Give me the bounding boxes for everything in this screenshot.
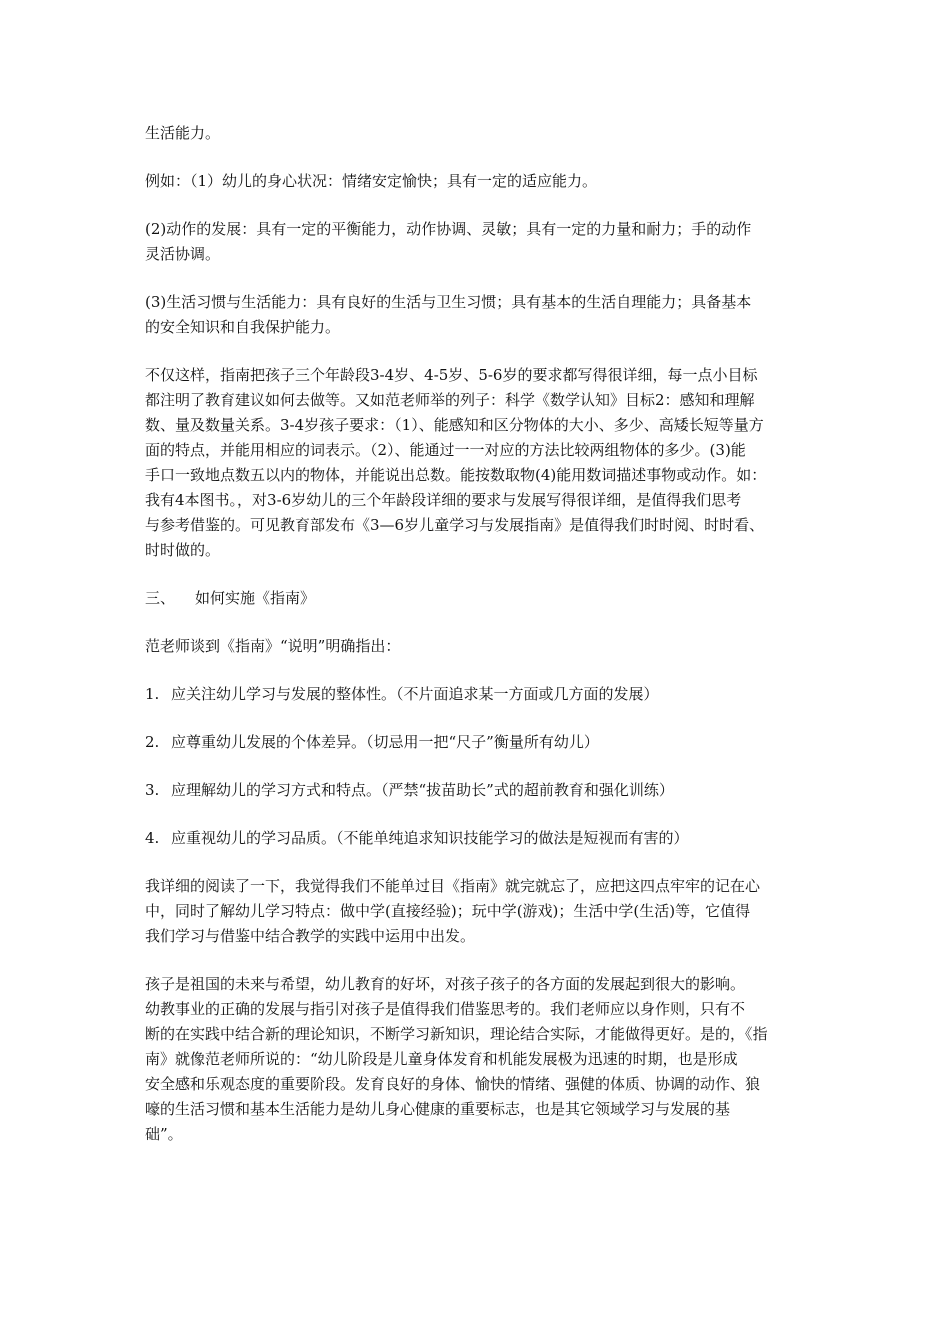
text-line: 幼教事业的正确的发展与指引对孩子是值得我们借鉴思考的。我们老师应以身作则，只有不 <box>145 1000 746 1018</box>
text-line: 安全感和乐观态度的重要阶段。发育良好的身体、愉快的情绪、强健的体质、协调的动作、狼 <box>145 1075 761 1093</box>
text-line: 范老师谈到《指南》“说明”明确指出： <box>145 637 401 655</box>
text-line: 孩子是祖国的未来与希望，幼儿教育的好坏，对孩子孩子的各方面的发展起到很大的影响。 <box>145 975 746 993</box>
list-item-number: 3. <box>145 781 160 799</box>
numbered-list <box>145 682 810 851</box>
section-number: 三、 <box>145 589 176 607</box>
list-item-text: 应理解幼儿的学习方式和特点。（严禁“拔苗助长”式的超前教育和强化训练） <box>171 781 674 799</box>
text-line: 我详细的阅读了一下，我觉得我们不能单过目《指南》就完就忘了，应把这四点牢牢的记在心 <box>145 877 761 895</box>
text-line: 断的在实践中结合新的理论知识，不断学习新知识，理论结合实际，才能做得更好。是的，《指 <box>145 1025 768 1043</box>
text-line: 手口一致地点数五以内的物体，并能说出总数。能按数取物(4)能用数词描述事物或动作。如： <box>145 466 767 484</box>
text-line: 例如：（1）幼儿的身心状况：情绪安定愉快；具有一定的适应能力。 <box>145 172 598 190</box>
text-line: 时时做的。 <box>145 541 221 559</box>
list-item-text: 应重视幼儿的学习品质。（不能单纯追求知识技能学习的做法是短视而有害的） <box>171 829 689 847</box>
text-line: 中，同时了解幼儿学习特点：做中学(直接经验)；玩中学(游戏)；生活中学(生活)等，它值得 <box>145 902 751 920</box>
paragraph <box>145 972 810 1147</box>
bottom-paragraphs <box>145 874 810 1147</box>
text-line: (3)生活习惯与生活能力：具有良好的生活与卫生习惯；具有基本的生活自理能力；具备基本 <box>145 293 752 311</box>
text-line: 灵活协调。 <box>145 245 221 263</box>
list-item <box>145 826 810 851</box>
paragraph <box>145 290 810 340</box>
text-line: 我们学习与借鉴中结合教学的实践中运用中出发。 <box>145 927 476 945</box>
section-heading <box>145 586 810 611</box>
section-title: 如何实施《指南》 <box>195 589 316 607</box>
text-line: 南》就像范老师所说的：“幼儿阶段是儿童身体发育和机能发展极为迅速的时期，也是形成 <box>145 1050 738 1068</box>
document-page <box>145 121 810 1170</box>
intro-paragraph <box>145 634 810 659</box>
list-item <box>145 730 810 755</box>
paragraph <box>145 169 810 194</box>
paragraph <box>145 217 810 267</box>
paragraph <box>145 363 810 563</box>
list-item <box>145 682 810 707</box>
list-item-number: 2. <box>145 733 160 751</box>
text-line: 面的特点，并能用相应的词表示。（2）、能通过一一对应的方法比较两组物体的多少。(3)能 <box>145 441 746 459</box>
paragraph <box>145 874 810 949</box>
list-item-number: 4. <box>145 829 160 847</box>
top-paragraphs <box>145 121 810 563</box>
list-item-text: 应关注幼儿学习与发展的整体性。（不片面追求某一方面或几方面的发展） <box>171 685 659 703</box>
text-line: 生活能力。 <box>145 124 221 142</box>
list-item <box>145 778 810 803</box>
text-line: 数、量及数量关系。3-4岁孩子要求：（1）、能感知和区分物体的大小、多少、高矮长短等量方 <box>145 416 764 434</box>
text-line: 我有4本图书。，对3-6岁幼儿的三个年龄段详细的要求与发展写得很详细，是值得我们思考 <box>145 491 742 509</box>
text-line: 不仅这样，指南把孩子三个年龄段3-4岁、4-5岁、5-6岁的要求都写得很详细，每一点小目标 <box>145 366 758 384</box>
text-line: 础”。 <box>145 1125 183 1143</box>
paragraph <box>145 121 810 146</box>
text-line: 都注明了教育建议如何去做等。又如范老师举的列子：科学《数学认知》目标2：感知和理解 <box>145 391 755 409</box>
list-item-text: 应尊重幼儿发展的个体差异。（切忌用一把“尺子”衡量所有幼儿） <box>171 733 599 751</box>
list-item-number: 1. <box>145 685 160 703</box>
text-line: 嚎的生活习惯和基本生活能力是幼儿身心健康的重要标志，也是其它领域学习与发展的基 <box>145 1100 731 1118</box>
text-line: 的安全知识和自我保护能力。 <box>145 318 341 336</box>
text-line: (2)动作的发展：具有一定的平衡能力，动作协调、灵敏；具有一定的力量和耐力；手的动作 <box>145 220 752 238</box>
text-line: 与参考借鉴的。可见教育部发布《3—6岁儿童学习与发展指南》是值得我们时时阅、时时看、 <box>145 516 765 534</box>
